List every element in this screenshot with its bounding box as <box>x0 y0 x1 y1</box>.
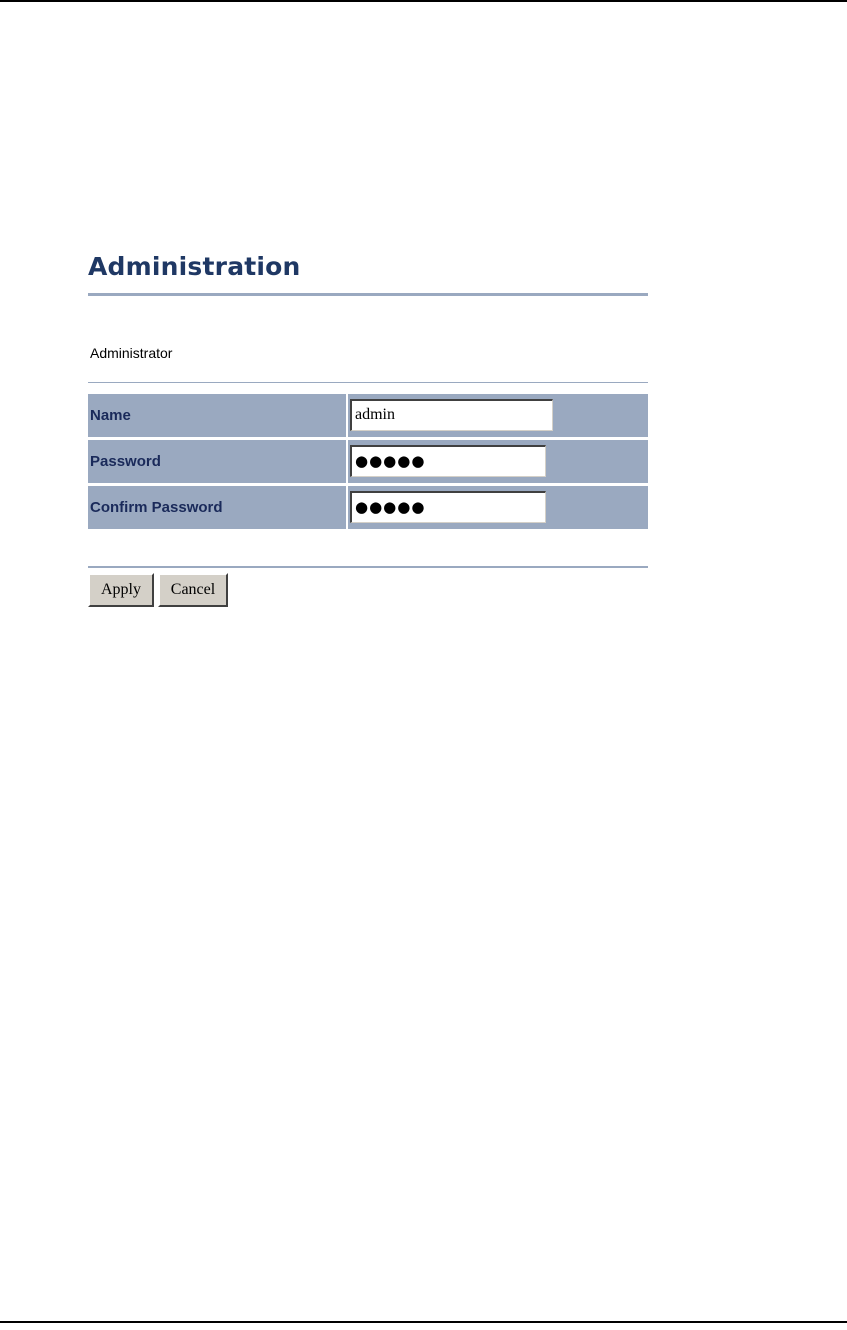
apply-button[interactable]: Apply <box>88 573 154 607</box>
form-footer-divider <box>88 566 648 568</box>
confirm-password-input[interactable]: ●●●●● <box>350 491 546 523</box>
row-divider <box>346 394 348 437</box>
administration-panel <box>88 250 648 598</box>
name-input[interactable]: admin <box>350 399 553 431</box>
admin-form-table <box>88 394 648 532</box>
section-divider <box>88 382 648 383</box>
page-top-rule <box>0 0 847 2</box>
title-divider <box>88 293 648 296</box>
row-divider <box>346 440 348 483</box>
page-bottom-rule <box>0 1321 847 1323</box>
page-title: Administration <box>88 252 301 281</box>
confirm-password-label: Confirm Password <box>90 499 223 516</box>
password-input[interactable]: ●●●●● <box>350 445 546 477</box>
form-row-password <box>88 440 648 483</box>
form-row-name <box>88 394 648 437</box>
cancel-button[interactable]: Cancel <box>158 573 228 607</box>
name-label: Name <box>90 407 131 424</box>
section-label-administrator: Administrator <box>90 345 173 361</box>
password-label: Password <box>90 453 161 470</box>
form-row-confirm-password <box>88 486 648 529</box>
row-divider <box>346 486 348 529</box>
